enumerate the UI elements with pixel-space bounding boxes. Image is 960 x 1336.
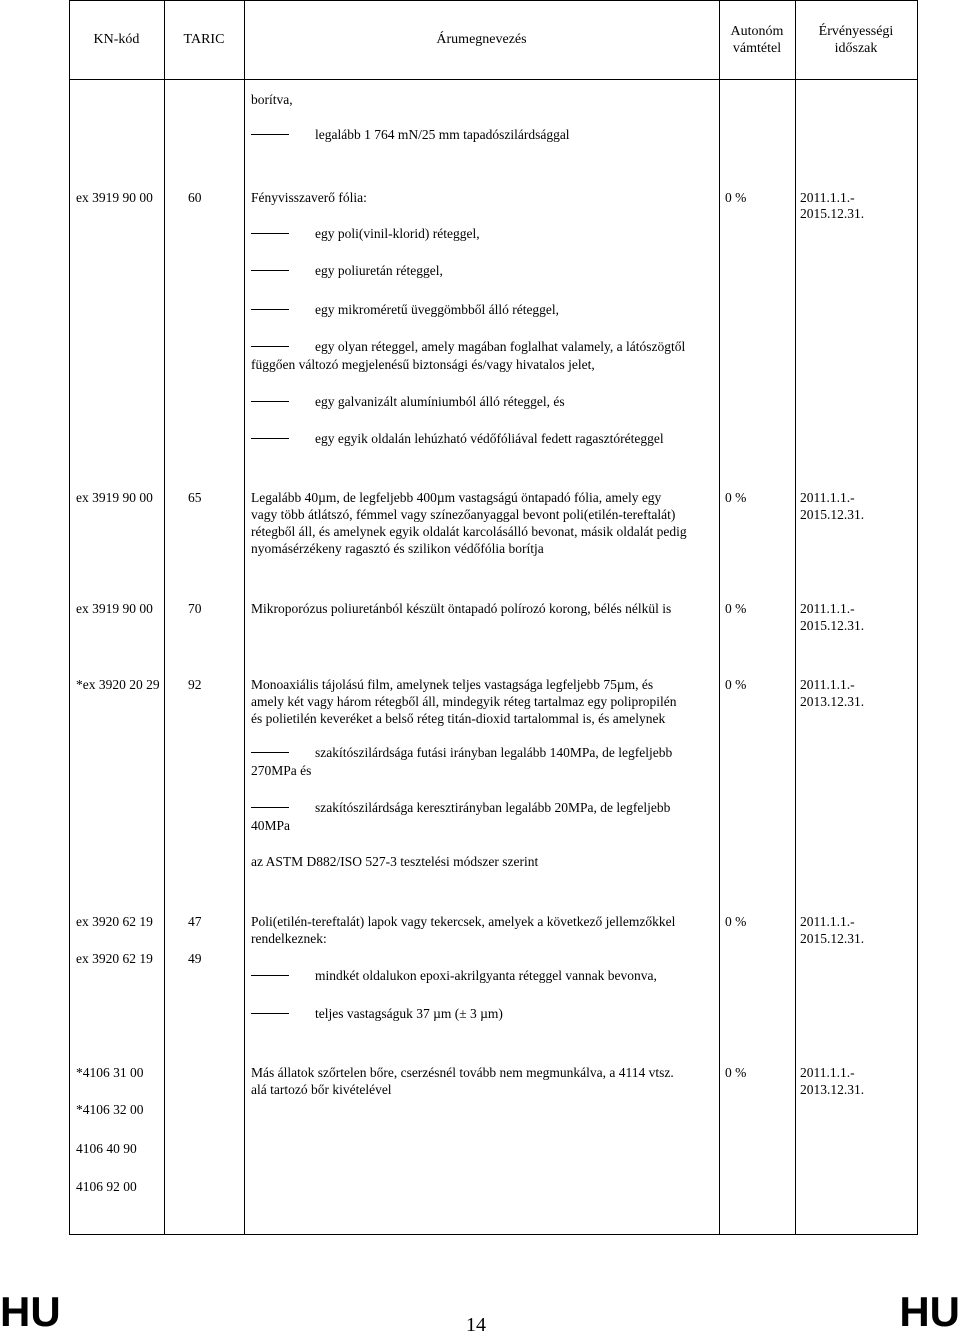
description-line: Más állatok szőrtelen bőre, cserzésnél tovább nem megmunkálva, a 4114 vtsz. — [251, 1065, 674, 1080]
taric-code: 60 — [188, 190, 202, 205]
table-border-left — [69, 0, 70, 1235]
footer-language-left: HU — [0, 1288, 61, 1335]
header-taric: TARIC — [183, 32, 225, 47]
validity-end: 2013.12.31. — [800, 694, 865, 709]
header-autonom-line2: vámtétel — [732, 40, 782, 56]
header-ervenyessegi-idoszak — [795, 0, 917, 79]
dash-marker — [251, 134, 289, 135]
validity-end: 2015.12.31. — [800, 931, 865, 946]
list-item: egy poli(vinil-klorid) réteggel, — [315, 226, 480, 241]
duty-rate: 0 % — [725, 1065, 747, 1080]
list-item: mindkét oldalukon epoxi-akrilgyanta réteggel vannak bevonva, — [315, 968, 657, 983]
header-ervenyessegi-line1: Érvényességi — [818, 23, 894, 39]
dash-marker — [251, 270, 289, 271]
description-line: amely két vagy három rétegből áll, mindegyik réteg tartalmaz egy polipropilén — [251, 694, 677, 709]
list-item: egy galvanizált alumíniumból álló réteggel, és — [315, 394, 565, 409]
description-line: vagy több átlátszó, fémmel vagy színezőanyaggal bevont poli(etilén-tereftalát) — [251, 507, 676, 522]
table-border-right — [917, 0, 918, 1235]
validity-end: 2015.12.31. — [800, 206, 865, 221]
dash-marker — [251, 346, 289, 347]
list-item: szakítószilárdsága futási irányban legalább 140MPa, de legfeljebb — [315, 745, 673, 760]
taric-code: 49 — [188, 951, 202, 966]
description-line: és polietilén keveréket a belső réteg titán-dioxid tartalommal is, és amelynek — [251, 711, 666, 726]
validity-end: 2015.12.31. — [800, 618, 865, 633]
list-item: szakítószilárdsága keresztirányban legalább 20MPa, de legfeljebb — [315, 800, 671, 815]
duty-rate: 0 % — [725, 914, 747, 929]
validity-start: 2011.1.1.- — [800, 1065, 855, 1080]
kn-code: ex 3919 90 00 — [76, 601, 153, 616]
kn-code: 4106 40 90 — [76, 1141, 137, 1156]
header-ervenyessegi-line2: időszak — [834, 40, 878, 56]
validity-start: 2011.1.1.- — [800, 677, 855, 692]
col-divider-kn-taric — [164, 0, 165, 1235]
validity-start: 2011.1.1.- — [800, 490, 855, 505]
description-line: alá tartozó bőr kivételével — [251, 1082, 392, 1097]
description-line: Mikroporózus poliuretánból készült öntapadó polírozó korong, bélés nélkül is — [251, 601, 672, 616]
kn-code: *4106 32 00 — [76, 1102, 144, 1117]
description-line: Monoaxiális tájolású film, amelynek teljes vastagsága legfeljebb 75µm, és — [251, 677, 654, 692]
continuation-text: borítva, — [251, 92, 293, 107]
header-divider — [69, 79, 918, 80]
validity-end: 2013.12.31. — [800, 1082, 865, 1097]
header-kn-kod: KN-kód — [93, 32, 140, 47]
description-line: rendelkeznek: — [251, 931, 327, 946]
header-arumegnevezes: Árumegnevezés — [436, 32, 527, 47]
duty-rate: 0 % — [725, 490, 747, 505]
taric-code: 70 — [188, 601, 202, 616]
footer-language-right: HU — [899, 1288, 960, 1335]
kn-code: 4106 92 00 — [76, 1179, 137, 1194]
list-item: egy egyik oldalán lehúzható védőfóliával fedett ragasztóréteggel — [315, 431, 664, 446]
kn-code: *ex 3920 20 29 — [76, 677, 160, 692]
dash-marker — [251, 975, 289, 976]
dash-marker — [251, 309, 289, 310]
description-title: Fényvisszaverő fólia: — [251, 190, 367, 205]
list-item: teljes vastagságuk 37 µm (± 3 µm) — [315, 1006, 503, 1021]
dash-marker — [251, 401, 289, 402]
dash-marker — [251, 1013, 289, 1014]
table-border-bottom — [69, 1234, 918, 1235]
kn-code: *4106 31 00 — [76, 1065, 144, 1080]
taric-code: 92 — [188, 677, 202, 692]
duty-rate: 0 % — [725, 601, 747, 616]
validity-start: 2011.1.1.- — [800, 190, 855, 205]
continuation-item: legalább 1 764 mN/25 mm tapadószilárdsággal — [315, 127, 570, 142]
kn-code: ex 3920 62 19 — [76, 914, 153, 929]
dash-marker — [251, 752, 289, 753]
taric-code: 47 — [188, 914, 202, 929]
kn-code: ex 3920 62 19 — [76, 951, 153, 966]
header-autonom-vamtetel — [719, 0, 795, 79]
list-item-continuation: függően változó megjelenésű biztonsági és/vagy hivatalos jelet, — [251, 357, 595, 372]
header-autonom-line1: Autonóm — [730, 23, 784, 39]
dash-marker — [251, 233, 289, 234]
validity-start: 2011.1.1.- — [800, 601, 855, 616]
col-divider-duty-validity — [795, 0, 796, 1235]
duty-rate: 0 % — [725, 190, 747, 205]
kn-code: ex 3919 90 00 — [76, 190, 153, 205]
dash-marker — [251, 807, 289, 808]
page-number: 14 — [466, 1314, 486, 1336]
list-item-continuation: 270MPa és — [251, 763, 312, 778]
list-item: egy olyan réteggel, amely magában foglalhat valamely, a látószögtől — [315, 339, 686, 354]
dash-marker — [251, 438, 289, 439]
list-item-continuation: 40MPa — [251, 818, 291, 833]
taric-code: 65 — [188, 490, 202, 505]
description-line: nyomásérzékeny ragasztó és szilikon védőfólia borítja — [251, 541, 544, 556]
validity-end: 2015.12.31. — [800, 507, 865, 522]
list-item: egy poliuretán réteggel, — [315, 263, 443, 278]
col-divider-desc-duty — [719, 0, 720, 1235]
description-line: Poli(etilén-tereftalát) lapok vagy tekercsek, amelyek a következő jellemzőkkel — [251, 914, 676, 929]
duty-rate: 0 % — [725, 677, 747, 692]
kn-code: ex 3919 90 00 — [76, 490, 153, 505]
description-tail: az ASTM D882/ISO 527-3 tesztelési módszer szerint — [251, 854, 539, 869]
list-item: egy mikroméretű üveggömbből álló réteggel, — [315, 302, 560, 317]
validity-start: 2011.1.1.- — [800, 914, 855, 929]
col-divider-taric-desc — [244, 0, 245, 1235]
description-line: rétegből áll, és amelynek egyik oldalát karcolásálló bevonat, másik oldalát pedig — [251, 524, 687, 539]
description-line: Legalább 40µm, de legfeljebb 400µm vastagságú öntapadó fólia, amely egy — [251, 490, 662, 505]
